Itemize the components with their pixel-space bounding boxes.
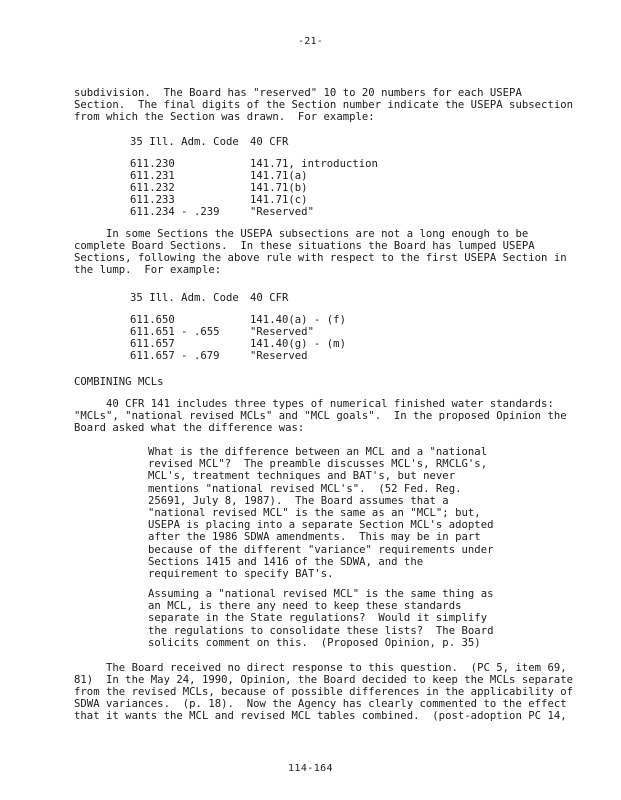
section-heading: COMBINING MCLs <box>74 376 164 388</box>
table-cell-cfr: 141.71(a) <box>250 170 308 182</box>
paragraph-line: The Board received no direct response to this question. (PC 5, item 69, <box>74 662 567 674</box>
table-header-right: 40 CFR <box>250 136 289 148</box>
table-cell-code: 611.231 <box>130 170 175 182</box>
paragraph-line: the lump. For example: <box>74 264 222 276</box>
block-quote-line: requirement to specify BAT's. <box>148 568 334 580</box>
block-quote-line: 25691, July 8, 1987). The Board assumes that a <box>148 494 449 507</box>
block-quote-line: mentions "national revised MCL's". (52 Fed. Reg. <box>148 482 462 495</box>
block-quote-line: Assuming a "national revised MCL" is the same thing as <box>148 588 494 600</box>
paragraph-line: that it wants the MCL and revised MCL tables combined. (post-adoption PC 14, <box>74 710 567 722</box>
paragraph-line: "MCLs", "national revised MCLs" and "MCL goals". In the proposed Opinion the <box>74 410 567 422</box>
table-cell-code: 611.657 <box>130 338 175 350</box>
table-cell-code: 611.650 <box>130 314 175 326</box>
paragraph-line: 40 CFR 141 includes three types of numerical finished water standards: <box>74 398 554 410</box>
paragraph-line: SDWA variances. (p. 18). Now the Agency has clearly commented to the effect <box>74 698 567 710</box>
table-header-left: 35 Ill. Adm. Code <box>130 136 239 148</box>
table-cell-cfr: 141.71(c) <box>250 194 308 206</box>
table-cell-code: 611.232 <box>130 182 175 194</box>
table-cell-code: 611.233 <box>130 194 175 206</box>
paragraph-line: 81) In the May 24, 1990, Opinion, the Board decided to keep the MCLs separate <box>74 674 574 686</box>
table-cell-code: 611.651 - .655 <box>130 326 220 338</box>
block-quote-line: revised MCL"? The preamble discusses MCL's, RMCLG's, <box>148 458 488 471</box>
table-cell-cfr: 141.71(b) <box>250 182 308 194</box>
paragraph-line: Sections, following the above rule with respect to the first USEPA Section in <box>74 252 567 264</box>
paragraph-line: Board asked what the difference was: <box>74 422 305 434</box>
block-quote-line: USEPA is placing into a separate Section MCL's adopted <box>148 519 494 532</box>
table-cell-code: 611.657 - .679 <box>130 350 220 362</box>
block-quote-line: after the 1986 SDWA amendments. This may be in part <box>148 531 481 544</box>
block-quote-line: Sections 1415 and 1416 of the SDWA, and the <box>148 555 424 568</box>
table-cell-cfr: "Reserved <box>250 350 308 362</box>
table-cell-cfr: "Reserved" <box>250 326 314 338</box>
paragraph-line: subdivision. The Board has "reserved" 10 to 20 numbers for each USEPA <box>74 87 522 99</box>
block-quote-line: the regulations to consolidate these lists? The Board <box>148 624 494 637</box>
block-quote-line: because of the different "variance" requirements under <box>148 543 494 556</box>
block-quote-line: an MCL, is there any need to keep these standards <box>148 600 462 613</box>
paragraph-line: Section. The final digits of the Section number indicate the USEPA subsection <box>74 99 574 111</box>
paragraph-line: In some Sections the USEPA subsections are not a long enough to be <box>74 228 529 240</box>
paragraph-line: from which the Section was drawn. For example: <box>74 111 375 123</box>
paragraph-line: from the revised MCLs, because of possible differences in the applicability of <box>74 686 574 698</box>
paragraph-line: complete Board Sections. In these situations the Board has lumped USEPA <box>74 240 535 252</box>
page-number: -21- <box>298 36 323 47</box>
block-quote-line: "national revised MCL" is the same as an "MCL"; but, <box>148 507 481 519</box>
table-cell-cfr: 141.71, introduction <box>250 158 378 170</box>
block-quote-line: solicits comment on this. (Proposed Opinion, p. 35) <box>148 636 481 649</box>
table-cell-cfr: 141.40(a) - (f) <box>250 314 346 326</box>
page-footer: 114-164 <box>288 763 333 774</box>
block-quote-line: MCL's, treatment techniques and BAT's, but never <box>148 470 456 483</box>
block-quote-line: separate in the State regulations? Would it simplify <box>148 612 488 625</box>
table-cell-code: 611.234 - .239 <box>130 206 220 218</box>
block-quote-line: What is the difference between an MCL and a "national <box>148 446 488 458</box>
table-cell-cfr: "Reserved" <box>250 206 314 218</box>
table-header-left: 35 Ill. Adm. Code <box>130 292 239 304</box>
table-header-right: 40 CFR <box>250 292 289 304</box>
table-cell-cfr: 141.40(g) - (m) <box>250 338 346 350</box>
table-cell-code: 611.230 <box>130 158 175 170</box>
